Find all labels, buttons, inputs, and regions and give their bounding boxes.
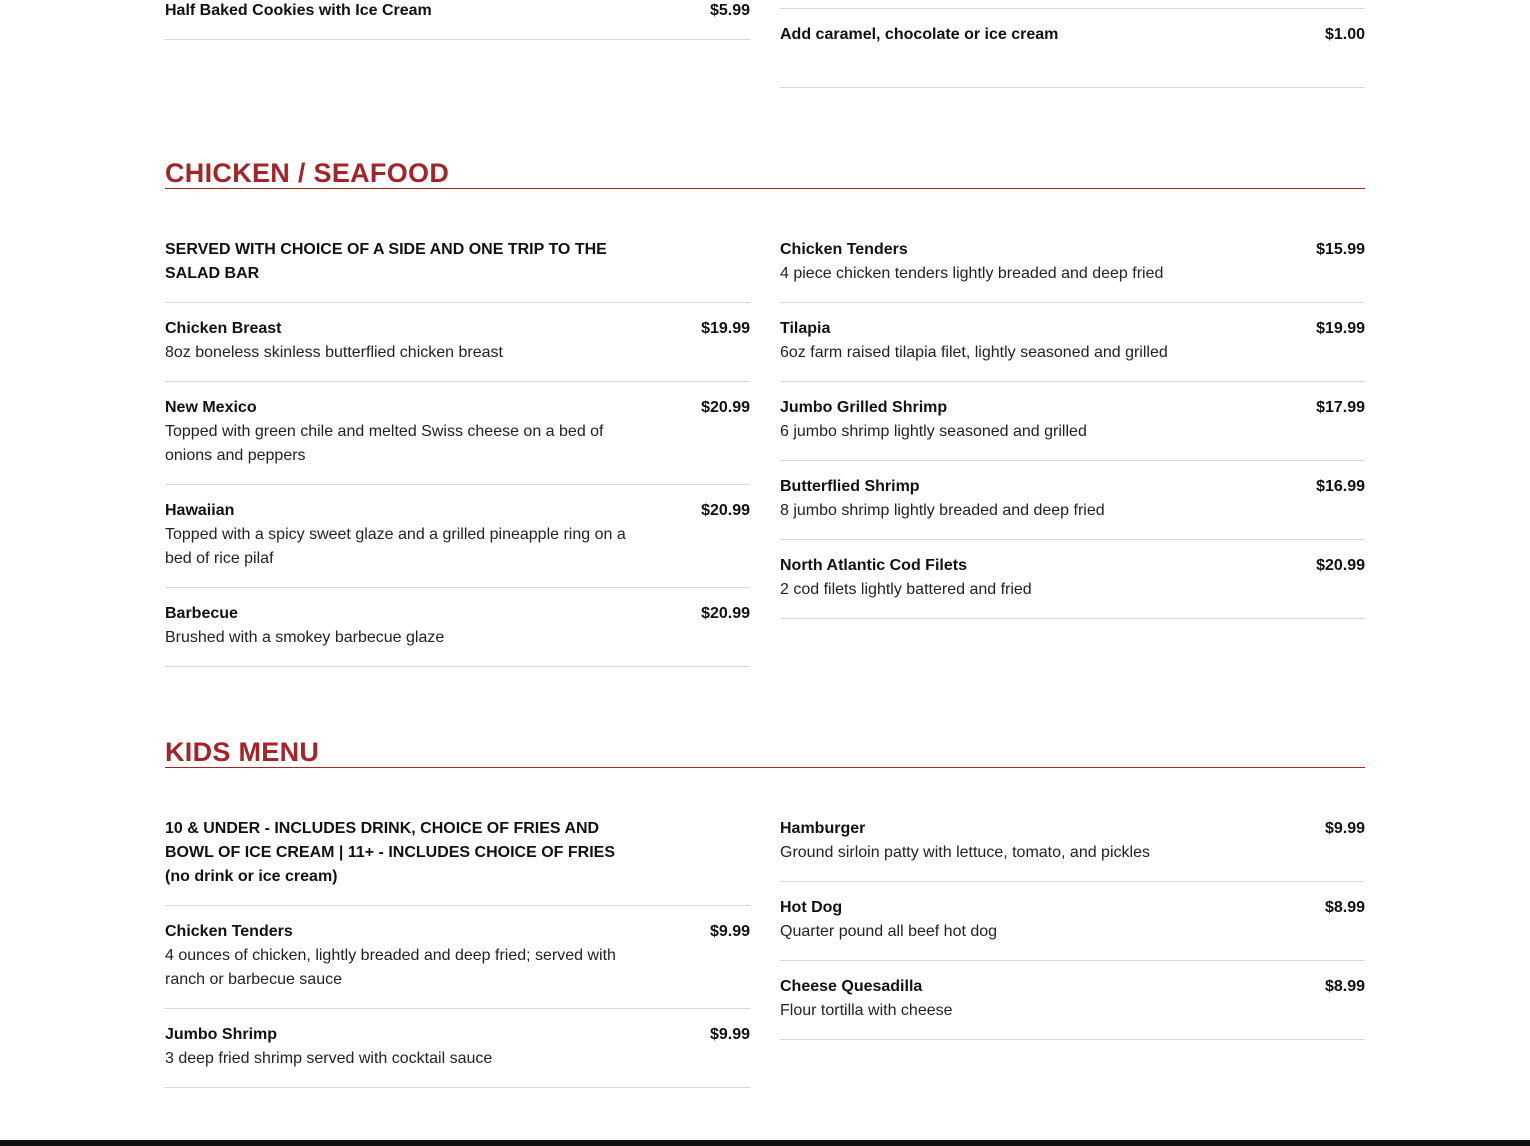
menu-item (165, 602, 750, 667)
item-price: $8.99 (1324, 978, 1365, 995)
section-title: CHICKEN / SEAFOOD (165, 158, 450, 188)
item-price: $20.99 (701, 399, 750, 416)
item-description: 4 ounces of chicken, lightly breaded and deep fried; served with ranch or barbecue sauce (165, 947, 616, 988)
item-name: Half Baked Cookies with Ice Cream (165, 2, 432, 19)
footer-bar (0, 1140, 1530, 1146)
item-description: Brushed with a smokey barbecue glaze (165, 629, 445, 646)
item-name: Jumbo Shrimp (165, 1026, 278, 1043)
menu-item (165, 499, 750, 588)
item-description: Ground sirloin patty with lettuce, tomato, and pickles (780, 844, 1150, 861)
menu-item (780, 975, 1365, 1040)
item-price: $20.99 (701, 605, 750, 622)
menu-item (780, 396, 1365, 461)
item-price: $1.00 (1324, 26, 1365, 43)
menu-item (165, 920, 750, 1009)
menu-item (780, 238, 1365, 303)
item-price: $9.99 (709, 1026, 750, 1043)
menu-item (165, 317, 750, 382)
section-note (165, 817, 750, 906)
item-price: $19.99 (701, 320, 750, 337)
item-name: New Mexico (165, 399, 257, 416)
item-description: Quarter pound all beef hot dog (780, 923, 998, 940)
item-price: $5.99 (709, 2, 750, 19)
item-name: Barbecue (165, 605, 238, 622)
item-description: Flour tortilla with cheese (780, 1002, 953, 1019)
item-price: $17.99 (1316, 399, 1365, 416)
item-price: $16.99 (1316, 478, 1365, 495)
item-price: $20.99 (701, 502, 750, 519)
item-price: $20.99 (1316, 557, 1365, 574)
item-description: Topped with a spicy sweet glaze and a grilled pineapple ring on a bed of rice pilaf (165, 526, 626, 567)
menu-item (780, 317, 1365, 382)
item-description: 8 jumbo shrimp lightly breaded and deep fried (780, 502, 1105, 519)
item-description: Topped with green chile and melted Swiss cheese on a bed of onions and peppers (165, 423, 604, 464)
item-name: Cheese Quesadilla (780, 978, 923, 995)
section-heading-chicken-seafood (165, 154, 1365, 189)
section-title: KIDS MENU (165, 737, 320, 767)
item-price: $15.99 (1316, 241, 1365, 258)
item-name: Add caramel, chocolate or ice cream (780, 26, 1059, 43)
item-description: 6 jumbo shrimp lightly seasoned and grilled (780, 423, 1087, 440)
item-description: 2 cod filets lightly battered and fried (780, 581, 1032, 598)
item-price: $8.99 (1324, 899, 1365, 916)
item-price: $9.99 (1324, 820, 1365, 837)
item-name: North Atlantic Cod Filets (780, 557, 967, 574)
menu-item (780, 475, 1365, 540)
item-name: Butterflied Shrimp (780, 478, 920, 495)
item-price: $19.99 (1316, 320, 1365, 337)
item-name: Tilapia (780, 320, 831, 337)
item-name: Chicken Breast (165, 320, 282, 337)
item-description: 8oz boneless skinless butterflied chicken breast (165, 344, 503, 361)
menu-item (165, 396, 750, 485)
menu-item-add-topping (780, 9, 1365, 88)
menu-item-half-baked-cookies (165, 0, 750, 40)
note-text: 10 & UNDER - INCLUDES DRINK, CHOICE OF FRIES AND BOWL OF ICE CREAM | 11+ - INCLUDES CHOICE OF FRIES (no drink or ice cream) (165, 820, 615, 885)
item-description: 4 piece chicken tenders lightly breaded and deep fried (780, 265, 1164, 282)
section-heading-kids-menu (165, 733, 1365, 768)
item-name: Hamburger (780, 820, 866, 837)
item-name: Chicken Tenders (165, 923, 293, 940)
item-name: Jumbo Grilled Shrimp (780, 399, 948, 416)
menu-item (780, 554, 1365, 619)
item-name: Hawaiian (165, 502, 235, 519)
menu-item (780, 896, 1365, 961)
menu-item (165, 1023, 750, 1088)
item-description: 3 deep fried shrimp served with cocktail sauce (165, 1050, 493, 1067)
item-description: 6oz farm raised tilapia filet, lightly seasoned and grilled (780, 344, 1168, 361)
menu-item (780, 817, 1365, 882)
note-text: SERVED WITH CHOICE OF A SIDE AND ONE TRIP TO THE SALAD BAR (165, 241, 607, 282)
section-note (165, 238, 750, 303)
item-price: $9.99 (709, 923, 750, 940)
item-name: Chicken Tenders (780, 241, 908, 258)
item-name: Hot Dog (780, 899, 843, 916)
